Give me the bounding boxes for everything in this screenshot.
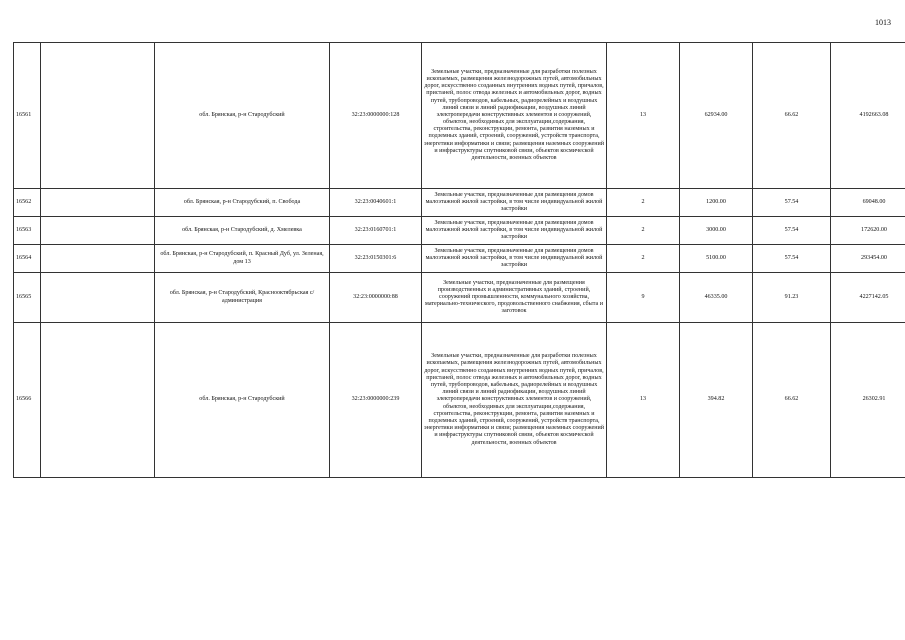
row-number: 16565 [14,273,41,323]
use-group-cell: 9 [607,273,680,323]
table-row [14,189,905,217]
specific-value-cell: 57.54 [753,189,831,217]
cadastral-number-cell: 32:23:0040601:1 [330,189,422,217]
row-number: 16564 [14,245,41,273]
row-number: 16563 [14,217,41,245]
area-cell: 394.82 [680,323,753,478]
blank-column [41,189,155,217]
blank-column [41,245,155,273]
row-number: 16561 [14,43,41,189]
area-cell: 1200.00 [680,189,753,217]
specific-value-cell: 66.62 [753,323,831,478]
land-use-cell: Земельные участки, предназначенные для разработки полезных ископаемых, размещения железнодорожных путей, автомобильных дорог, искусственно созданных внутренних водных путей, причалов, пристаней, полос отвода железных и автомобильных дорог, водных путей, трубопроводов, кабельных, радиорелейных и воздушных линий связи и линий радиофикации, воздушных линий электропередачи конструктивных элементов и сооружений, объектов, необходимых для эксплуатации,содержания, строительства, реконструкции, ремонта, развития наземных и подземных зданий, строений, сооружений, устройств транспорта, энергетики информатики и связи; размещения наземных сооружений и инфраструктуры спутниковой связи, объектов космической деятельности, военных объектов [422,323,607,478]
cadastral-number-cell: 32:23:0000000:128 [330,43,422,189]
address-cell: обл. Брянская, р-н Стародубский, Краснооктябрьская с/администрация [155,273,330,323]
cadastral-value-table [13,42,905,478]
blank-column [41,43,155,189]
table-row [14,217,905,245]
area-cell: 62934.00 [680,43,753,189]
cadastral-value-cell: 69048.00 [831,189,905,217]
area-cell: 5100.00 [680,245,753,273]
use-group-cell: 13 [607,43,680,189]
cadastral-value-cell: 26302.91 [831,323,905,478]
cadastral-number-cell: 32:23:0150301:6 [330,245,422,273]
use-group-cell: 13 [607,323,680,478]
table-row [14,273,905,323]
cadastral-number-cell: 32:23:0160701:1 [330,217,422,245]
use-group-cell: 2 [607,245,680,273]
specific-value-cell: 57.54 [753,245,831,273]
cadastral-number-cell: 32:23:0000000:239 [330,323,422,478]
land-use-cell: Земельные участки, предназначенные для разработки полезных ископаемых, размещения железнодорожных путей, автомобильных дорог, искусственно созданных внутренних водных путей, причалов, пристаней, полос отвода железных и автомобильных дорог, водных путей, трубопроводов, кабельных, радиорелейных и воздушных линий связи и линий радиофикации, воздушных линий электропередачи конструктивных элементов и сооружений, объектов, необходимых для эксплуатации,содержания, строительства, реконструкции, ремонта, развития наземных и подземных зданий, строений, сооружений, устройств транспорта, энергетики информатики и связи; размещения наземных сооружений и инфраструктуры спутниковой связи, объектов космической деятельности, военных объектов [422,43,607,189]
cadastral-number-cell: 32:23:0000000:88 [330,273,422,323]
use-group-cell: 2 [607,189,680,217]
area-cell: 3000.00 [680,217,753,245]
land-use-cell: Земельные участки, предназначенные для размещения домов малоэтажной жилой застройки, в том числе индивидуальной жилой застройки [422,189,607,217]
area-cell: 46335.00 [680,273,753,323]
specific-value-cell: 66.62 [753,43,831,189]
cadastral-value-cell: 293454.00 [831,245,905,273]
specific-value-cell: 91.23 [753,273,831,323]
page-number: 1013 [875,18,891,27]
cadastral-value-cell: 4192663.08 [831,43,905,189]
blank-column [41,273,155,323]
table-row [14,323,905,478]
table-row [14,245,905,273]
row-number: 16566 [14,323,41,478]
cadastral-value-cell: 172620.00 [831,217,905,245]
table-row [14,43,905,189]
land-use-cell: Земельные участки, предназначенные для размещения домов малоэтажной жилой застройки, в том числе индивидуальной жилой застройки [422,217,607,245]
address-cell: обл. Брянская, р-н Стародубский, п. Красный Дуб, ул. Зеленая, дом 13 [155,245,330,273]
row-number: 16562 [14,189,41,217]
land-use-cell: Земельные участки, предназначенные для размещения домов малоэтажной жилой застройки, в том числе индивидуальной жилой застройки [422,245,607,273]
blank-column [41,323,155,478]
blank-column [41,217,155,245]
address-cell: обл. Брянская, р-н Стародубский [155,43,330,189]
address-cell: обл. Брянская, р-н Стародубский, п. Свобода [155,189,330,217]
land-use-cell: Земельные участки, предназначенные для размещения производственных и административных зданий, строений, сооружений промышленности, коммунального хозяйства, материально-технического, продовольственного снабжения, сбыта и заготовок [422,273,607,323]
specific-value-cell: 57.54 [753,217,831,245]
use-group-cell: 2 [607,217,680,245]
address-cell: обл. Брянская, р-н Стародубский [155,323,330,478]
address-cell: обл. Брянская, р-н Стародубский, д. Хмелевка [155,217,330,245]
cadastral-value-cell: 4227142.05 [831,273,905,323]
